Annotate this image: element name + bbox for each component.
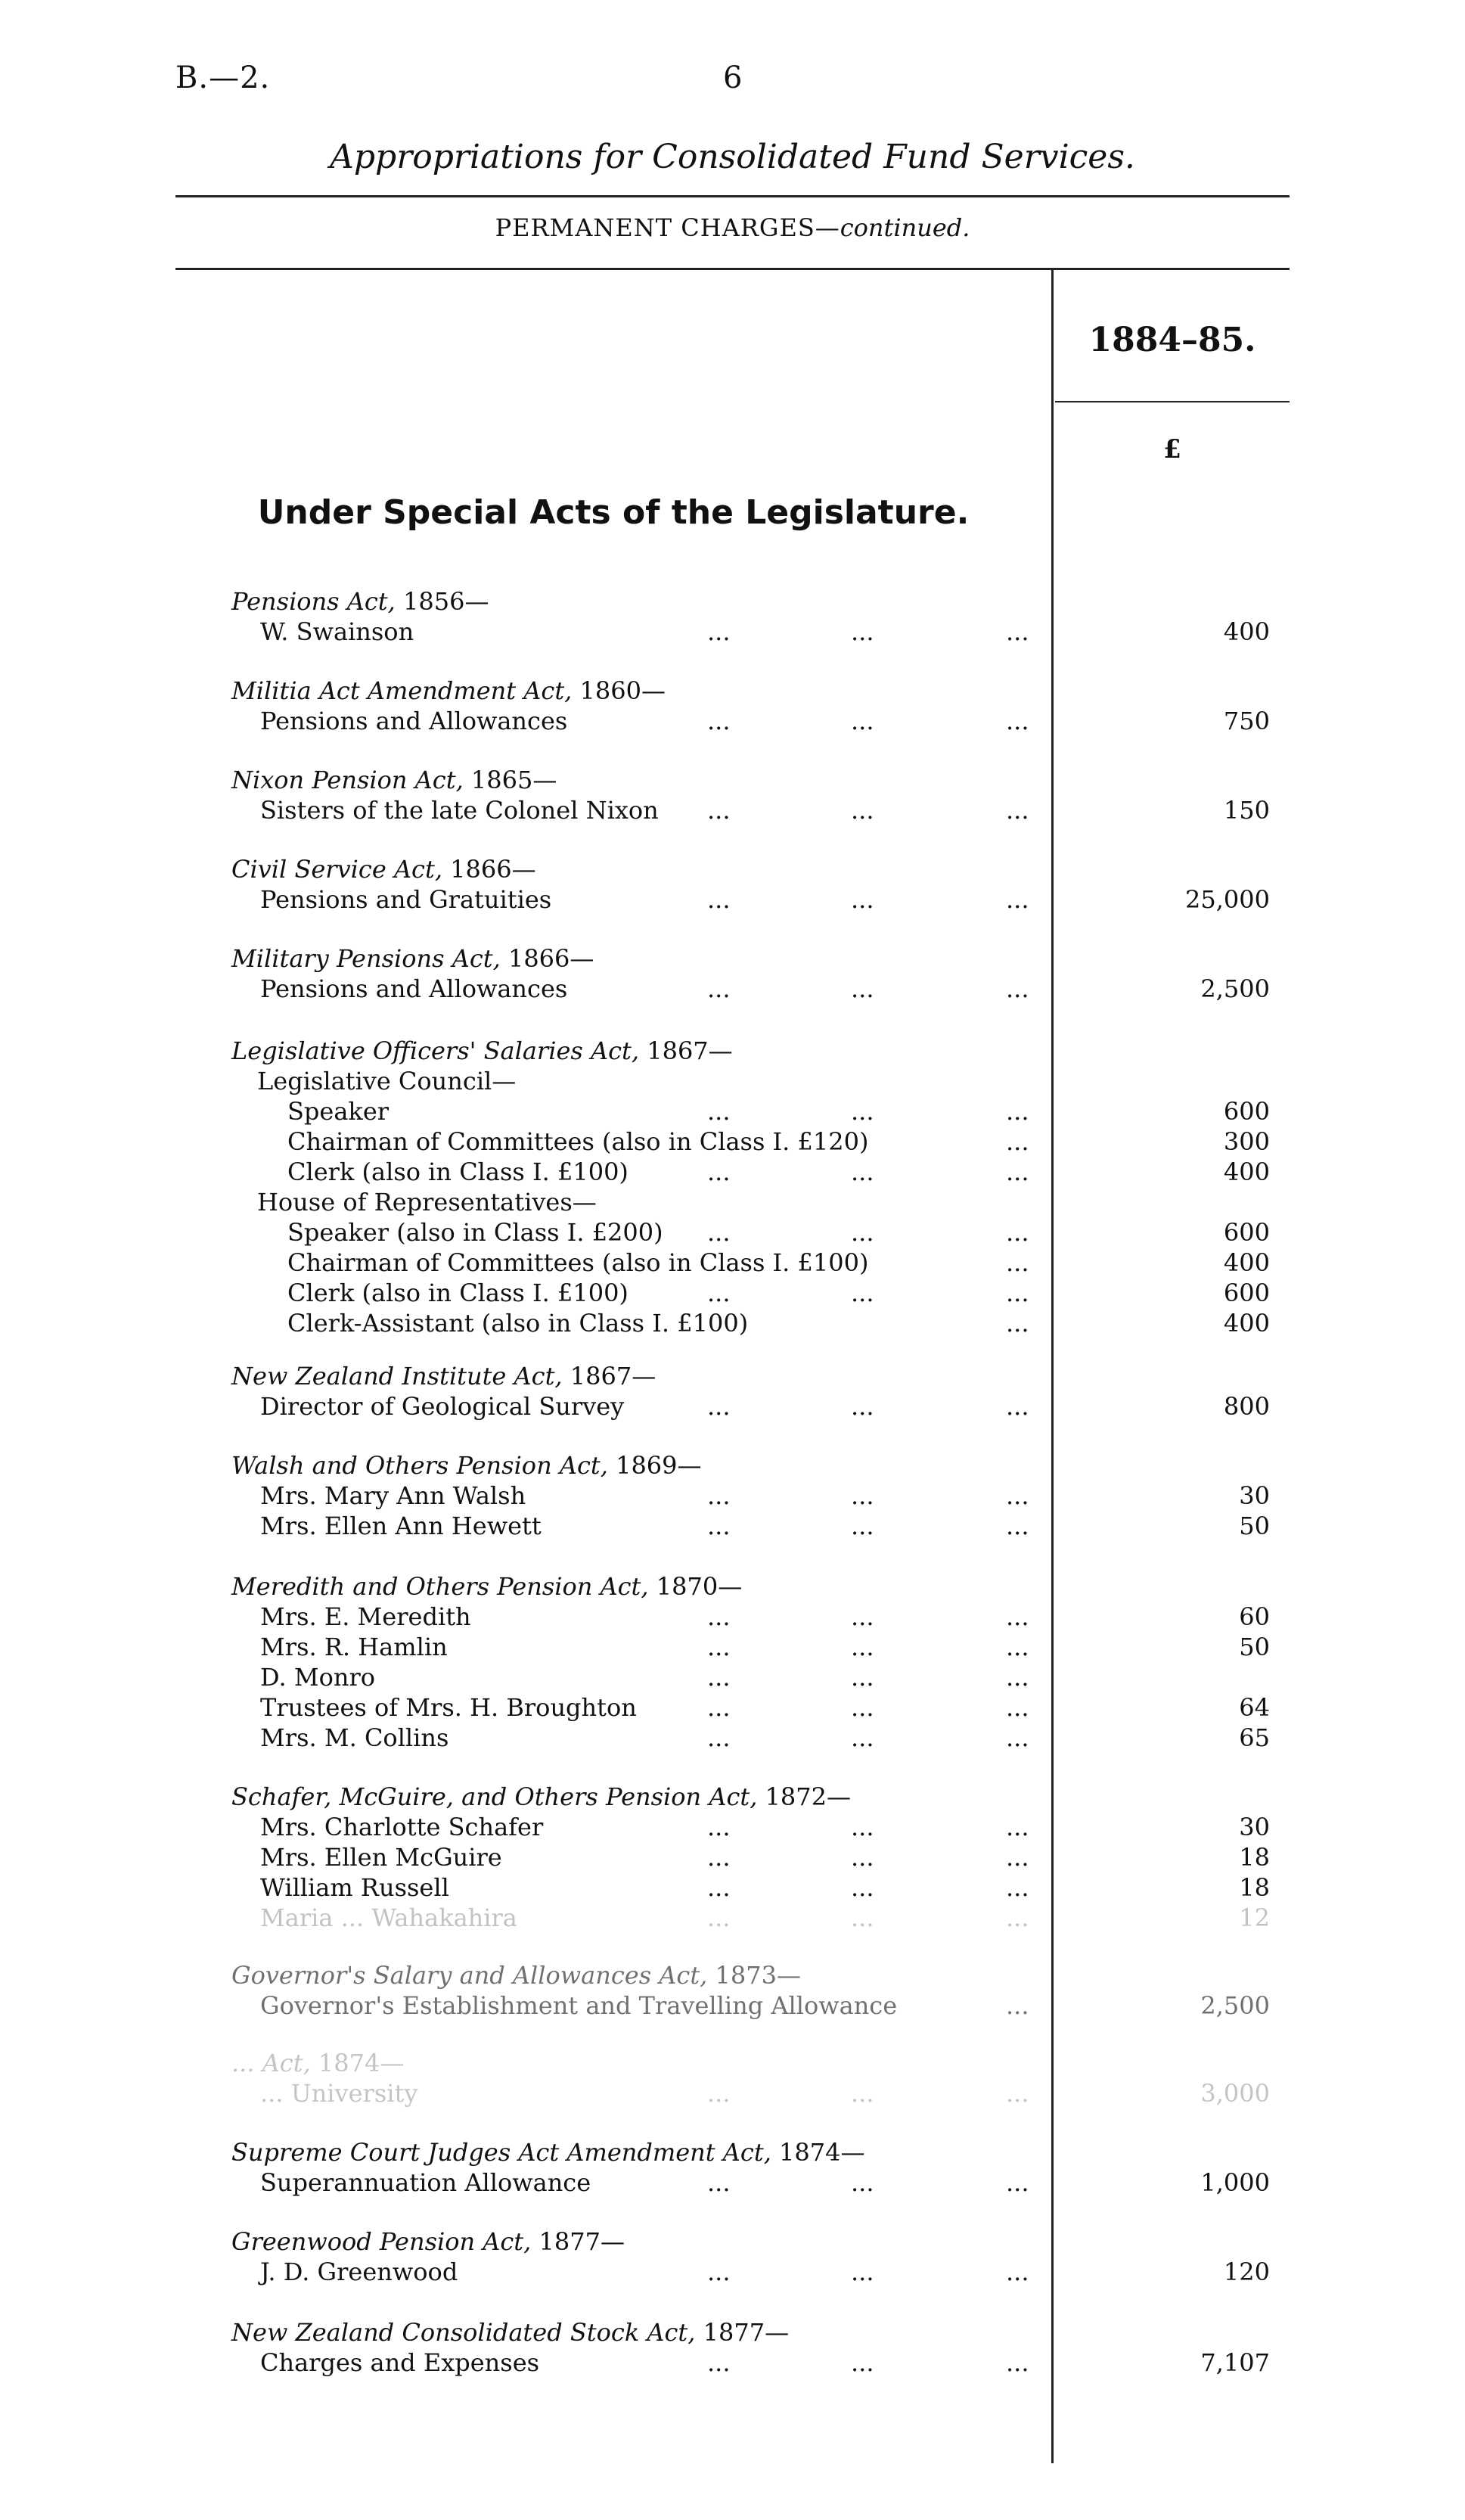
act-title	[231, 2318, 789, 2347]
dot-leader: ...	[707, 1481, 731, 1510]
dot-leader: ...	[1006, 885, 1029, 914]
charge-label: Clerk (also in Class I. £100)	[287, 1157, 629, 1186]
charge-row	[0, 617, 1465, 648]
act-name: New Zealand Consolidated Stock Act,	[231, 2318, 696, 2347]
dot-leader: ...	[707, 1512, 731, 1540]
dot-leader: ...	[1006, 1392, 1029, 1421]
act-title	[231, 2049, 404, 2077]
dot-leader: ...	[707, 1693, 731, 1722]
charge-row	[0, 1309, 1465, 1339]
dot-leader: ...	[851, 2079, 874, 2108]
charge-row	[0, 2257, 1465, 2288]
act-name: Supreme Court Judges Act Amendment Act,	[231, 2138, 771, 2167]
charge-row	[0, 1843, 1465, 1873]
charge-amount: 600	[1223, 1279, 1270, 1307]
act-year: 1872—	[765, 1782, 851, 1811]
dot-leader: ...	[851, 1633, 874, 1661]
dot-leader: ...	[851, 1097, 874, 1126]
charge-label: ... University	[260, 2079, 418, 2108]
charge-label: Mrs. Charlotte Schafer	[260, 1813, 544, 1841]
dot-leader: ...	[707, 1873, 731, 1902]
dot-leader: ...	[1006, 1903, 1029, 1932]
charge-label: Speaker (also in Class I. £200)	[287, 1218, 663, 1247]
charge-label: Speaker	[287, 1097, 390, 1126]
charge-amount: 18	[1239, 1843, 1270, 1872]
dot-leader: ...	[1006, 1991, 1029, 2020]
subtitle-rule	[175, 268, 1290, 270]
charge-amount: 800	[1223, 1392, 1270, 1421]
charge-amount: 600	[1223, 1218, 1270, 1247]
act-name: Pensions Act,	[231, 587, 396, 616]
charge-row	[0, 1602, 1465, 1633]
charge-amount: 400	[1223, 617, 1270, 646]
dot-leader: ...	[1006, 1723, 1029, 1752]
dot-leader: ...	[1006, 1218, 1029, 1247]
charge-label: Sisters of the late Colonel Nixon	[260, 796, 659, 825]
charge-row	[0, 1218, 1465, 1248]
dot-leader: ...	[851, 1843, 874, 1872]
charge-amount: 400	[1223, 1309, 1270, 1338]
act-year: 1865—	[470, 766, 557, 794]
charge-row	[0, 1663, 1465, 1693]
charge-amount: 750	[1223, 707, 1270, 735]
year-column-header: 1884–85.	[1088, 321, 1256, 359]
act-title	[231, 1782, 851, 1811]
charge-label: Mrs. R. Hamlin	[260, 1633, 448, 1661]
dot-leader: ...	[1006, 2257, 1029, 2286]
act-year: 1867—	[647, 1036, 733, 1065]
charge-row	[0, 1723, 1465, 1754]
charge-label: Clerk (also in Class I. £100)	[287, 1279, 629, 1307]
charge-row	[0, 707, 1465, 737]
charge-row	[0, 1248, 1465, 1279]
charge-row	[0, 2348, 1465, 2379]
dot-leader: ...	[707, 2257, 731, 2286]
charge-row	[0, 1279, 1465, 1309]
page-number: 6	[723, 61, 743, 95]
charge-row	[0, 1481, 1465, 1512]
dot-leader: ...	[707, 617, 731, 646]
charge-label: Clerk-Assistant (also in Class I. £100)	[287, 1309, 749, 1338]
charge-row	[0, 1813, 1465, 1843]
dot-leader: ...	[707, 1813, 731, 1841]
dot-leader: ...	[851, 1693, 874, 1722]
act-title	[231, 2227, 625, 2256]
charge-amount: 400	[1223, 1248, 1270, 1277]
charge-amount: 400	[1223, 1157, 1270, 1186]
dot-leader: ...	[851, 2257, 874, 2286]
charge-label: William Russell	[260, 1873, 449, 1902]
dot-leader: ...	[707, 1633, 731, 1661]
dot-leader: ...	[1006, 2168, 1029, 2197]
charge-amount: 50	[1239, 1633, 1270, 1661]
act-name: ... Act,	[231, 2049, 311, 2077]
act-title	[231, 2138, 864, 2167]
dot-leader: ...	[1006, 1843, 1029, 1872]
charge-amount: 64	[1239, 1693, 1270, 1722]
subtitle-main: PERMANENT CHARGES—	[495, 213, 840, 242]
act-year: 1856—	[403, 587, 489, 616]
dot-leader: ...	[1006, 2348, 1029, 2377]
page-subtitle	[0, 213, 1465, 242]
act-year: 1870—	[656, 1572, 743, 1601]
dot-leader: ...	[707, 1279, 731, 1307]
act-year: 1874—	[318, 2049, 405, 2077]
dot-leader: ...	[851, 2168, 874, 2197]
act-name: Militia Act Amendment Act,	[231, 676, 573, 705]
charge-label: Superannuation Allowance	[260, 2168, 591, 2197]
charge-label: Governor's Establishment and Travelling Allowance	[260, 1991, 898, 2020]
charge-amount: 50	[1239, 1512, 1270, 1540]
dot-leader: ...	[851, 1512, 874, 1540]
charge-row	[0, 1903, 1465, 1934]
charge-label: D. Monro	[260, 1663, 376, 1692]
act-name: Walsh and Others Pension Act,	[231, 1451, 608, 1480]
charge-amount: 25,000	[1185, 885, 1270, 914]
title-rule	[175, 195, 1290, 197]
charge-row	[0, 1512, 1465, 1542]
dot-leader: ...	[851, 885, 874, 914]
charge-amount: 150	[1223, 796, 1270, 825]
charge-amount: 30	[1239, 1813, 1270, 1841]
charge-row	[0, 885, 1465, 915]
dot-leader: ...	[851, 1873, 874, 1902]
currency-unit: £	[1163, 434, 1181, 465]
subtitle-continued: continued.	[840, 213, 970, 242]
charge-row	[0, 1157, 1465, 1188]
act-title	[231, 587, 489, 616]
charge-row	[0, 974, 1465, 1005]
dot-leader: ...	[1006, 1512, 1029, 1540]
charge-label: J. D. Greenwood	[260, 2257, 458, 2286]
charge-label: Maria ... Wahakahira	[260, 1903, 517, 1932]
act-name: Greenwood Pension Act,	[231, 2227, 532, 2256]
charge-row	[0, 1097, 1465, 1127]
dot-leader: ...	[1006, 1157, 1029, 1186]
act-title	[231, 676, 666, 705]
dot-leader: ...	[1006, 1633, 1029, 1661]
dot-leader: ...	[851, 974, 874, 1003]
charge-row	[0, 1067, 1465, 1097]
dot-leader: ...	[851, 1218, 874, 1247]
charge-label: Mrs. E. Meredith	[260, 1602, 471, 1631]
dot-leader: ...	[1006, 1602, 1029, 1631]
charge-amount: 300	[1223, 1127, 1270, 1156]
charge-label: Pensions and Gratuities	[260, 885, 552, 914]
section-heading: Under Special Acts of the Legislature.	[257, 493, 970, 532]
charge-label: House of Representatives—	[257, 1188, 597, 1216]
charge-row	[0, 1693, 1465, 1723]
charge-amount: 60	[1239, 1602, 1270, 1631]
act-year: 1877—	[539, 2227, 625, 2256]
charge-row	[0, 1633, 1465, 1663]
charge-amount: 2,500	[1200, 974, 1270, 1003]
dot-leader: ...	[851, 1903, 874, 1932]
act-year: 1866—	[450, 855, 536, 884]
charge-amount: 65	[1239, 1723, 1270, 1752]
dot-leader: ...	[707, 2168, 731, 2197]
dot-leader: ...	[1006, 974, 1029, 1003]
dot-leader: ...	[1006, 1481, 1029, 1510]
document-reference: B.—2.	[175, 61, 271, 95]
charge-row	[0, 2079, 1465, 2109]
act-name: Legislative Officers' Salaries Act,	[231, 1036, 640, 1065]
act-name: Schafer, McGuire, and Others Pension Act,	[231, 1782, 758, 1811]
act-title	[231, 1362, 656, 1391]
dot-leader: ...	[1006, 617, 1029, 646]
dot-leader: ...	[707, 1903, 731, 1932]
charge-amount: 30	[1239, 1481, 1270, 1510]
charge-label: W. Swainson	[260, 617, 414, 646]
act-year: 1874—	[779, 2138, 865, 2167]
act-name: Meredith and Others Pension Act,	[231, 1572, 649, 1601]
act-year: 1867—	[570, 1362, 656, 1391]
dot-leader: ...	[1006, 1248, 1029, 1277]
charge-amount: 120	[1223, 2257, 1270, 2286]
charge-amount: 2,500	[1200, 1991, 1270, 2020]
act-name: Governor's Salary and Allowances Act,	[231, 1961, 708, 1990]
dot-leader: ...	[707, 1602, 731, 1631]
charge-amount: 600	[1223, 1097, 1270, 1126]
charge-amount: 3,000	[1200, 2079, 1270, 2108]
charge-row	[0, 796, 1465, 826]
charge-label: Pensions and Allowances	[260, 974, 568, 1003]
dot-leader: ...	[707, 974, 731, 1003]
act-name: New Zealand Institute Act,	[231, 1362, 563, 1391]
act-title	[231, 1036, 733, 1065]
charge-amount: 18	[1239, 1873, 1270, 1902]
dot-leader: ...	[707, 707, 731, 735]
charge-label: Pensions and Allowances	[260, 707, 568, 735]
act-name: Military Pensions Act,	[231, 944, 501, 973]
dot-leader: ...	[707, 885, 731, 914]
act-year: 1873—	[715, 1961, 801, 1990]
dot-leader: ...	[1006, 707, 1029, 735]
charge-amount: 7,107	[1200, 2348, 1270, 2377]
dot-leader: ...	[1006, 2079, 1029, 2108]
charge-row	[0, 2168, 1465, 2198]
dot-leader: ...	[851, 1813, 874, 1841]
charge-label: Mrs. M. Collins	[260, 1723, 449, 1752]
dot-leader: ...	[851, 1723, 874, 1752]
dot-leader: ...	[851, 1157, 874, 1186]
charge-label: Chairman of Committees (also in Class I. £120)	[287, 1127, 869, 1156]
charge-label: Mrs. Mary Ann Walsh	[260, 1481, 526, 1510]
dot-leader: ...	[707, 1218, 731, 1247]
dot-leader: ...	[851, 1481, 874, 1510]
act-year: 1877—	[703, 2318, 790, 2347]
dot-leader: ...	[1006, 1693, 1029, 1722]
dot-leader: ...	[707, 2079, 731, 2108]
dot-leader: ...	[707, 1157, 731, 1186]
dot-leader: ...	[1006, 1873, 1029, 1902]
charge-label: Legislative Council—	[257, 1067, 517, 1095]
act-year: 1860—	[579, 676, 666, 705]
dot-leader: ...	[1006, 1097, 1029, 1126]
dot-leader: ...	[1006, 1309, 1029, 1338]
act-title	[231, 1961, 801, 1990]
charge-amount: 12	[1239, 1903, 1270, 1932]
dot-leader: ...	[1006, 1663, 1029, 1692]
charge-label: Charges and Expenses	[260, 2348, 540, 2377]
charge-row	[0, 1127, 1465, 1157]
dot-leader: ...	[707, 796, 731, 825]
charge-amount: 1,000	[1200, 2168, 1270, 2197]
dot-leader: ...	[1006, 1279, 1029, 1307]
act-title	[231, 855, 536, 884]
dot-leader: ...	[851, 796, 874, 825]
dot-leader: ...	[707, 1723, 731, 1752]
dot-leader: ...	[707, 1097, 731, 1126]
act-year: 1869—	[616, 1451, 702, 1480]
dot-leader: ...	[851, 1663, 874, 1692]
charge-label: Chairman of Committees (also in Class I. £100)	[287, 1248, 869, 1277]
dot-leader: ...	[707, 1843, 731, 1872]
act-title	[231, 944, 594, 973]
dot-leader: ...	[851, 1279, 874, 1307]
dot-leader: ...	[1006, 796, 1029, 825]
dot-leader: ...	[1006, 1813, 1029, 1841]
dot-leader: ...	[851, 1602, 874, 1631]
year-rule	[1055, 401, 1290, 402]
act-year: 1866—	[507, 944, 594, 973]
act-title	[231, 1451, 702, 1480]
charge-row	[0, 1991, 1465, 2021]
dot-leader: ...	[851, 617, 874, 646]
act-title	[231, 766, 557, 794]
dot-leader: ...	[851, 2348, 874, 2377]
charge-row	[0, 1188, 1465, 1218]
dot-leader: ...	[707, 2348, 731, 2377]
act-name: Nixon Pension Act,	[231, 766, 464, 794]
charge-label: Trustees of Mrs. H. Broughton	[260, 1693, 637, 1722]
page-title: Appropriations for Consolidated Fund Services.	[330, 138, 1135, 176]
dot-leader: ...	[707, 1392, 731, 1421]
column-divider	[1051, 269, 1054, 2463]
act-name: Civil Service Act,	[231, 855, 442, 884]
charge-label: Mrs. Ellen McGuire	[260, 1843, 502, 1872]
charge-row	[0, 1392, 1465, 1422]
act-title	[231, 1572, 742, 1601]
dot-leader: ...	[707, 1663, 731, 1692]
dot-leader: ...	[1006, 1127, 1029, 1156]
dot-leader: ...	[851, 707, 874, 735]
charge-label: Director of Geological Survey	[260, 1392, 625, 1421]
charge-row	[0, 1873, 1465, 1903]
dot-leader: ...	[851, 1392, 874, 1421]
charge-label: Mrs. Ellen Ann Hewett	[260, 1512, 542, 1540]
